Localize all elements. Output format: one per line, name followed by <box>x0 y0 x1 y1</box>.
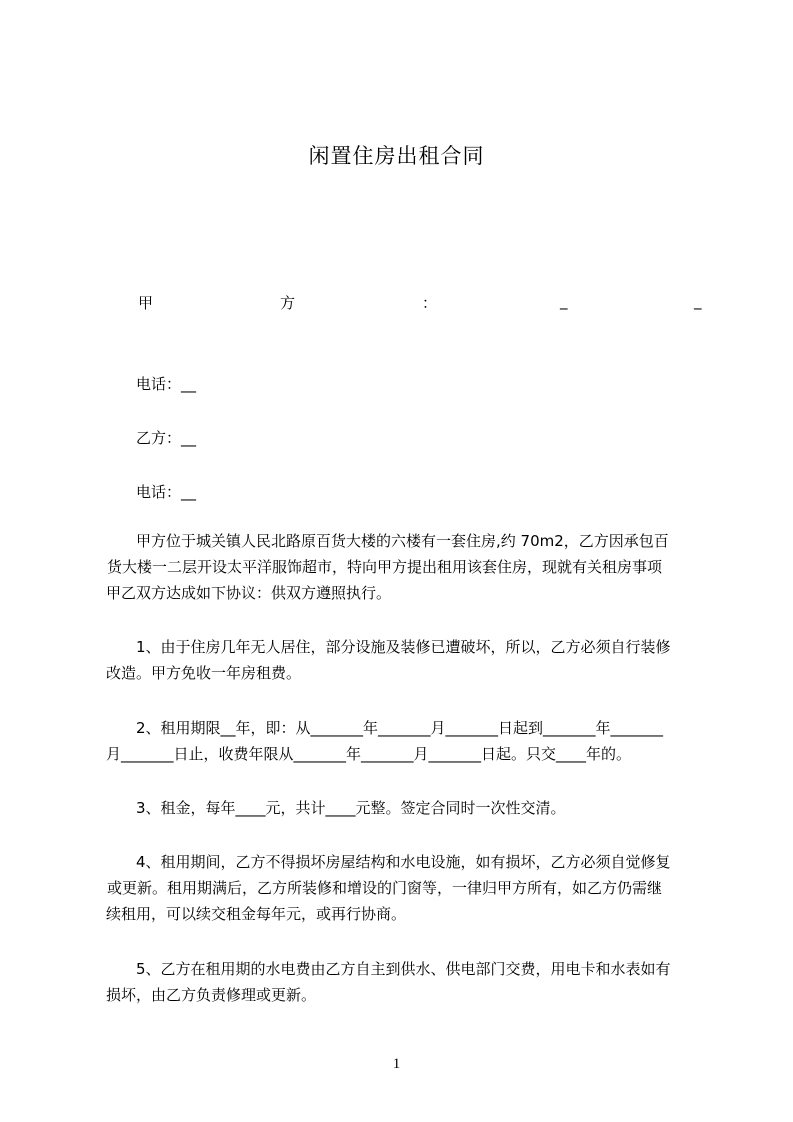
paragraph-line: 甲乙双方达成如下协议：供双方遵照执行。 <box>106 584 392 602</box>
paragraph-line: 货大楼一二层开设太平洋服饰超市，特向甲方提出租用该套住房，现就有关租房事项 <box>107 558 663 576</box>
party-a-char-fang: 方 <box>280 294 296 312</box>
paragraph-line: 损坏，由乙方负责修理或更新。 <box>106 986 317 1004</box>
clause-3 <box>106 795 711 821</box>
paragraph-line: 1、由于住房几年无人居住，部分设施及装修已遭破坏，所以，乙方必须自行装修 <box>136 638 671 656</box>
paragraph-line: 5、乙方在租用期的水电费由乙方自主到供水、供电部门交费，用电卡和水表如有 <box>136 960 671 978</box>
clause-2 <box>106 715 711 767</box>
paragraph-line: 或更新。租用期满后，乙方所装修和增设的门窗等，一律归甲方所有，如乙方仍需继 <box>107 879 663 897</box>
clause-1 <box>106 634 711 686</box>
paragraph-line: 续租用，可以续交租金每年元，或再行协商。 <box>106 905 407 923</box>
document-title: 闲置住房出租合同 <box>308 144 485 168</box>
party-a-char-jia: 甲 <box>138 294 154 312</box>
paragraph-intro <box>106 528 711 606</box>
paragraph-line: 改造。甲方免收一年房租费。 <box>106 664 302 682</box>
party-a-row <box>138 292 703 316</box>
party-a-phone: 电话：__ <box>136 375 197 393</box>
paragraph-line: 4、租用期间，乙方不得损坏房屋结构和水电设施，如有损坏，乙方必须自觉修复 <box>136 853 671 871</box>
clause-5 <box>106 956 711 1008</box>
page-number: 1 <box>392 1056 401 1072</box>
clause-4 <box>106 849 711 927</box>
party-a-colon: ： <box>422 294 438 312</box>
paragraph-line: 3、租金，每年____元，共计____元整。签定合同时一次性交清。 <box>136 799 566 817</box>
party-b-line: 乙方：__ <box>136 429 197 447</box>
paragraph-line: 甲方位于城关镇人民北路原百货大楼的六楼有一套住房,约 70m2，乙方因承包百 <box>136 532 669 550</box>
party-b-phone: 电话：__ <box>136 483 197 501</box>
party-a-blank-2: _ <box>694 292 702 310</box>
party-a-blank-1: _ <box>560 292 568 310</box>
paragraph-line: 月_______日止，收费年限从_______年_______月_______日起。只交____年的。 <box>106 745 632 763</box>
paragraph-line: 2、租用期限__年，即：从_______年_______月_______日起到_______年_______ <box>136 719 664 737</box>
